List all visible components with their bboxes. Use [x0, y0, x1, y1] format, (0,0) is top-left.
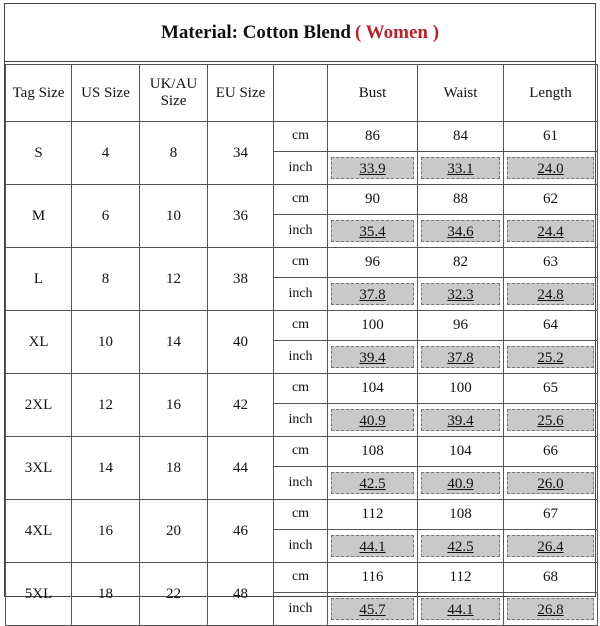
us-size-cell: 10 [72, 311, 140, 374]
bust-cm-cell: 104 [328, 374, 418, 404]
table-row [6, 563, 598, 593]
table-row [6, 185, 598, 215]
size-table [5, 64, 598, 626]
bust-inch-cell [328, 151, 418, 185]
eu-size-cell: 34 [208, 122, 274, 185]
bust-cm-cell: 96 [328, 248, 418, 278]
header-length: Length [504, 65, 598, 122]
length-cm-cell: 65 [504, 374, 598, 404]
us-size-cell: 4 [72, 122, 140, 185]
waist-inch-value: 33.1 [421, 157, 500, 179]
eu-size-cell: 46 [208, 500, 274, 563]
unit-inch-label: inch [274, 529, 328, 563]
waist-cm-cell: 88 [418, 185, 504, 215]
us-size-cell: 18 [72, 563, 140, 626]
bust-inch-value: 39.4 [331, 346, 414, 368]
waist-inch-value: 32.3 [421, 283, 500, 305]
length-cm-cell: 62 [504, 185, 598, 215]
unit-cm-label: cm [274, 311, 328, 341]
table-row [6, 500, 598, 530]
length-cm-cell: 61 [504, 122, 598, 152]
length-inch-cell [504, 151, 598, 185]
bust-inch-cell [328, 403, 418, 437]
bust-inch-cell [328, 466, 418, 500]
length-inch-cell [504, 466, 598, 500]
bust-cm-cell: 112 [328, 500, 418, 530]
length-cm-cell: 63 [504, 248, 598, 278]
unit-inch-label: inch [274, 592, 328, 626]
bust-inch-value: 33.9 [331, 157, 414, 179]
eu-size-cell: 40 [208, 311, 274, 374]
header-ukau-size: UK/AU Size [140, 65, 208, 122]
length-inch-value: 26.8 [507, 598, 594, 620]
length-inch-value: 26.4 [507, 535, 594, 557]
eu-size-cell: 38 [208, 248, 274, 311]
bust-cm-cell: 90 [328, 185, 418, 215]
us-size-cell: 8 [72, 248, 140, 311]
waist-inch-cell [418, 466, 504, 500]
waist-cm-cell: 84 [418, 122, 504, 152]
waist-inch-cell [418, 403, 504, 437]
waist-cm-cell: 112 [418, 563, 504, 593]
unit-cm-label: cm [274, 500, 328, 530]
size-tag-cell: 5XL [6, 563, 72, 626]
length-inch-value: 26.0 [507, 472, 594, 494]
bust-inch-cell [328, 277, 418, 311]
bust-cm-cell: 100 [328, 311, 418, 341]
header-us-size: US Size [72, 65, 140, 122]
ukau-size-cell: 12 [140, 248, 208, 311]
table-row [6, 122, 598, 152]
header-row [6, 65, 598, 122]
ukau-size-cell: 8 [140, 122, 208, 185]
length-cm-cell: 64 [504, 311, 598, 341]
header-bust: Bust [328, 65, 418, 122]
unit-inch-label: inch [274, 214, 328, 248]
title-gender: ( Women ) [354, 21, 440, 43]
waist-inch-cell [418, 340, 504, 374]
ukau-size-cell: 20 [140, 500, 208, 563]
bust-inch-value: 44.1 [331, 535, 414, 557]
size-tag-cell: 4XL [6, 500, 72, 563]
length-cm-cell: 66 [504, 437, 598, 467]
unit-inch-label: inch [274, 277, 328, 311]
length-inch-value: 24.0 [507, 157, 594, 179]
bust-inch-value: 45.7 [331, 598, 414, 620]
size-tag-cell: L [6, 248, 72, 311]
unit-inch-label: inch [274, 340, 328, 374]
bust-inch-cell [328, 529, 418, 563]
unit-inch-label: inch [274, 403, 328, 437]
size-tag-cell: M [6, 185, 72, 248]
table-row [6, 311, 598, 341]
size-tag-cell: 3XL [6, 437, 72, 500]
bust-inch-value: 40.9 [331, 409, 414, 431]
us-size-cell: 14 [72, 437, 140, 500]
us-size-cell: 6 [72, 185, 140, 248]
length-inch-cell [504, 592, 598, 626]
length-inch-value: 25.6 [507, 409, 594, 431]
waist-inch-value: 39.4 [421, 409, 500, 431]
unit-cm-label: cm [274, 374, 328, 404]
unit-cm-label: cm [274, 185, 328, 215]
unit-cm-label: cm [274, 248, 328, 278]
length-inch-value: 25.2 [507, 346, 594, 368]
waist-inch-cell [418, 214, 504, 248]
header-waist: Waist [418, 65, 504, 122]
bust-inch-value: 37.8 [331, 283, 414, 305]
length-inch-cell [504, 277, 598, 311]
waist-inch-value: 34.6 [421, 220, 500, 242]
bust-inch-cell [328, 592, 418, 626]
unit-cm-label: cm [274, 563, 328, 593]
table-row [6, 437, 598, 467]
length-inch-cell [504, 529, 598, 563]
waist-cm-cell: 96 [418, 311, 504, 341]
size-tag-cell: XL [6, 311, 72, 374]
waist-inch-value: 44.1 [421, 598, 500, 620]
ukau-size-cell: 10 [140, 185, 208, 248]
ukau-size-cell: 22 [140, 563, 208, 626]
header-unit [274, 65, 328, 122]
length-inch-cell [504, 403, 598, 437]
bust-cm-cell: 116 [328, 563, 418, 593]
eu-size-cell: 48 [208, 563, 274, 626]
bust-cm-cell: 86 [328, 122, 418, 152]
unit-inch-label: inch [274, 466, 328, 500]
eu-size-cell: 36 [208, 185, 274, 248]
waist-inch-cell [418, 151, 504, 185]
eu-size-cell: 42 [208, 374, 274, 437]
table-row [6, 248, 598, 278]
waist-cm-cell: 100 [418, 374, 504, 404]
bust-inch-value: 42.5 [331, 472, 414, 494]
bust-cm-cell: 108 [328, 437, 418, 467]
bust-inch-cell [328, 340, 418, 374]
waist-inch-value: 37.8 [421, 346, 500, 368]
waist-inch-cell [418, 529, 504, 563]
ukau-size-cell: 18 [140, 437, 208, 500]
waist-cm-cell: 104 [418, 437, 504, 467]
ukau-size-cell: 16 [140, 374, 208, 437]
table-row [6, 374, 598, 404]
bust-inch-cell [328, 214, 418, 248]
length-inch-cell [504, 340, 598, 374]
waist-inch-cell [418, 277, 504, 311]
us-size-cell: 16 [72, 500, 140, 563]
size-table-body [6, 122, 598, 626]
length-inch-cell [504, 214, 598, 248]
waist-cm-cell: 82 [418, 248, 504, 278]
length-cm-cell: 68 [504, 563, 598, 593]
length-inch-value: 24.8 [507, 283, 594, 305]
us-size-cell: 12 [72, 374, 140, 437]
title-material: Material: Cotton Blend [160, 21, 351, 43]
eu-size-cell: 44 [208, 437, 274, 500]
bust-inch-value: 35.4 [331, 220, 414, 242]
waist-inch-value: 42.5 [421, 535, 500, 557]
waist-cm-cell: 108 [418, 500, 504, 530]
waist-inch-value: 40.9 [421, 472, 500, 494]
ukau-size-cell: 14 [140, 311, 208, 374]
length-inch-value: 24.4 [507, 220, 594, 242]
waist-inch-cell [418, 592, 504, 626]
size-tag-cell: S [6, 122, 72, 185]
header-tag-size: Tag Size [6, 65, 72, 122]
chart-title [5, 4, 595, 62]
unit-cm-label: cm [274, 122, 328, 152]
length-cm-cell: 67 [504, 500, 598, 530]
size-chart [4, 3, 596, 618]
unit-cm-label: cm [274, 437, 328, 467]
size-tag-cell: 2XL [6, 374, 72, 437]
unit-inch-label: inch [274, 151, 328, 185]
header-eu-size: EU Size [208, 65, 274, 122]
